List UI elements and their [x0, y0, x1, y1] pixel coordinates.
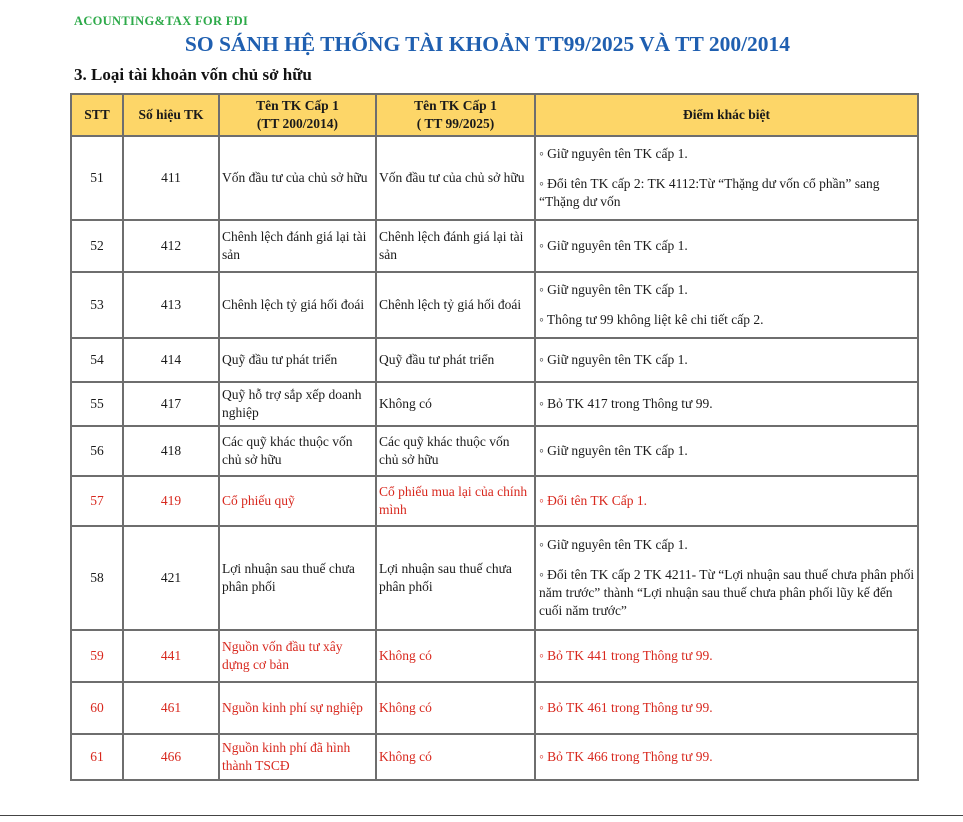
cell-stt: 53: [71, 272, 123, 338]
cell-ten-tk-tt99: Chênh lệch đánh giá lại tài sản: [376, 220, 535, 272]
header-tt200-line2: (TT 200/2014): [256, 116, 339, 131]
cell-stt: 54: [71, 338, 123, 382]
cell-ten-tk-tt200: Nguồn vốn đầu tư xây dựng cơ bản: [219, 630, 376, 682]
cell-ten-tk-tt200: Vốn đầu tư của chủ sở hữu: [219, 136, 376, 220]
cell-diem-khac-biet: [535, 734, 918, 780]
header-tt99: [376, 94, 535, 136]
header-so-hieu-tk: Số hiệu TK: [123, 94, 219, 136]
cell-ten-tk-tt99: Lợi nhuận sau thuế chưa phân phối: [376, 526, 535, 630]
header-tt99-line2: ( TT 99/2025): [416, 116, 495, 131]
cell-so-hieu-tk: 412: [123, 220, 219, 272]
cell-ten-tk-tt99: Chênh lệch tỷ giá hối đoái: [376, 272, 535, 338]
section-heading: 3. Loại tài khoản vốn chủ sở hữu: [74, 65, 312, 84]
cell-so-hieu-tk: 418: [123, 426, 219, 476]
cell-diem-khac-biet: [535, 272, 918, 338]
cell-stt: 56: [71, 426, 123, 476]
cell-ten-tk-tt200: Nguồn kinh phí sự nghiệp: [219, 682, 376, 734]
cell-stt: 51: [71, 136, 123, 220]
cell-ten-tk-tt99: Không có: [376, 382, 535, 426]
cell-ten-tk-tt200: Các quỹ khác thuộc vốn chủ sở hữu: [219, 426, 376, 476]
brand-label: ACOUNTING&TAX FOR FDI: [74, 14, 249, 28]
cell-diem-khac-biet: [535, 630, 918, 682]
header-diem-khac-biet: Điểm khác biệt: [535, 94, 918, 136]
cell-diem-khac-biet: [535, 682, 918, 734]
header-tt200: [219, 94, 376, 136]
difference-note: ◦ Giữ nguyên tên TK cấp 1.: [539, 146, 688, 161]
table-row: [71, 136, 918, 220]
cell-stt: 52: [71, 220, 123, 272]
cell-ten-tk-tt99: Quỹ đầu tư phát triển: [376, 338, 535, 382]
table-row: [71, 426, 918, 476]
table-row: [71, 734, 918, 780]
cell-ten-tk-tt200: Quỹ hỗ trợ sắp xếp doanh nghiệp: [219, 382, 376, 426]
cell-diem-khac-biet: [535, 476, 918, 526]
cell-so-hieu-tk: 414: [123, 338, 219, 382]
cell-ten-tk-tt99: Vốn đầu tư của chủ sở hữu: [376, 136, 535, 220]
cell-so-hieu-tk: 417: [123, 382, 219, 426]
cell-stt: 55: [71, 382, 123, 426]
cell-stt: 57: [71, 476, 123, 526]
cell-stt: 58: [71, 526, 123, 630]
table-row: [71, 220, 918, 272]
cell-ten-tk-tt99: Không có: [376, 682, 535, 734]
difference-note: ◦ Đổi tên TK Cấp 1.: [539, 493, 648, 508]
cell-ten-tk-tt200: Lợi nhuận sau thuế chưa phân phối: [219, 526, 376, 630]
difference-note: ◦ Đổi tên TK cấp 2: TK 4112:Từ “Thặng dư vốn cổ phần” sang “Thặng dư vốn: [539, 176, 880, 209]
cell-stt: 59: [71, 630, 123, 682]
comparison-table: [70, 93, 919, 781]
table-row: [71, 382, 918, 426]
table-body: [71, 136, 918, 780]
difference-note: ◦ Bỏ TK 461 trong Thông tư 99.: [539, 700, 713, 715]
cell-so-hieu-tk: 461: [123, 682, 219, 734]
cell-so-hieu-tk: 411: [123, 136, 219, 220]
cell-diem-khac-biet: [535, 426, 918, 476]
cell-diem-khac-biet: [535, 526, 918, 630]
table-row: [71, 476, 918, 526]
difference-note: ◦ Thông tư 99 không liệt kê chi tiết cấp 2.: [539, 312, 764, 327]
cell-diem-khac-biet: [535, 338, 918, 382]
cell-ten-tk-tt200: Chênh lệch tỷ giá hối đoái: [219, 272, 376, 338]
table-row: [71, 526, 918, 630]
difference-note: ◦ Bỏ TK 441 trong Thông tư 99.: [539, 648, 713, 663]
header-tt200-line1: Tên TK Cấp 1: [256, 98, 339, 113]
cell-stt: 61: [71, 734, 123, 780]
cell-ten-tk-tt200: Cổ phiếu quỹ: [219, 476, 376, 526]
cell-ten-tk-tt99: Không có: [376, 630, 535, 682]
difference-note: ◦ Giữ nguyên tên TK cấp 1.: [539, 537, 688, 552]
cell-ten-tk-tt200: Quỹ đầu tư phát triển: [219, 338, 376, 382]
difference-note: ◦ Bỏ TK 417 trong Thông tư 99.: [539, 396, 713, 411]
cell-diem-khac-biet: [535, 136, 918, 220]
difference-note: ◦ Bỏ TK 466 trong Thông tư 99.: [539, 749, 713, 764]
cell-so-hieu-tk: 441: [123, 630, 219, 682]
cell-so-hieu-tk: 419: [123, 476, 219, 526]
header-tt99-line1: Tên TK Cấp 1: [414, 98, 497, 113]
cell-diem-khac-biet: [535, 382, 918, 426]
difference-note: ◦ Giữ nguyên tên TK cấp 1.: [539, 238, 688, 253]
table-row: [71, 682, 918, 734]
cell-so-hieu-tk: 421: [123, 526, 219, 630]
page-title: SO SÁNH HỆ THỐNG TÀI KHOẢN TT99/2025 VÀ TT 200/2014: [184, 32, 791, 56]
table-row: [71, 272, 918, 338]
table-row: [71, 338, 918, 382]
cell-stt: 60: [71, 682, 123, 734]
table-header-row: [71, 94, 918, 136]
difference-note: ◦ Giữ nguyên tên TK cấp 1.: [539, 352, 688, 367]
difference-note: ◦ Giữ nguyên tên TK cấp 1.: [539, 282, 688, 297]
cell-ten-tk-tt99: Không có: [376, 734, 535, 780]
difference-note: ◦ Giữ nguyên tên TK cấp 1.: [539, 443, 688, 458]
table-row: [71, 630, 918, 682]
difference-note: ◦ Đổi tên TK cấp 2 TK 4211- Từ “Lợi nhuận sau thuế chưa phân phối năm trước” thành “Lợi nhuận sau thuế chưa phân phối lũy kế đến cuối năm trước”: [539, 567, 915, 618]
cell-ten-tk-tt200: Chênh lệch đánh giá lại tài sản: [219, 220, 376, 272]
header-stt: STT: [71, 94, 123, 136]
cell-so-hieu-tk: 413: [123, 272, 219, 338]
cell-ten-tk-tt99: Các quỹ khác thuộc vốn chủ sở hữu: [376, 426, 535, 476]
bottom-divider: [0, 815, 963, 816]
cell-ten-tk-tt99: Cổ phiếu mua lại của chính mình: [376, 476, 535, 526]
cell-ten-tk-tt200: Nguồn kinh phí đã hình thành TSCĐ: [219, 734, 376, 780]
cell-diem-khac-biet: [535, 220, 918, 272]
cell-so-hieu-tk: 466: [123, 734, 219, 780]
